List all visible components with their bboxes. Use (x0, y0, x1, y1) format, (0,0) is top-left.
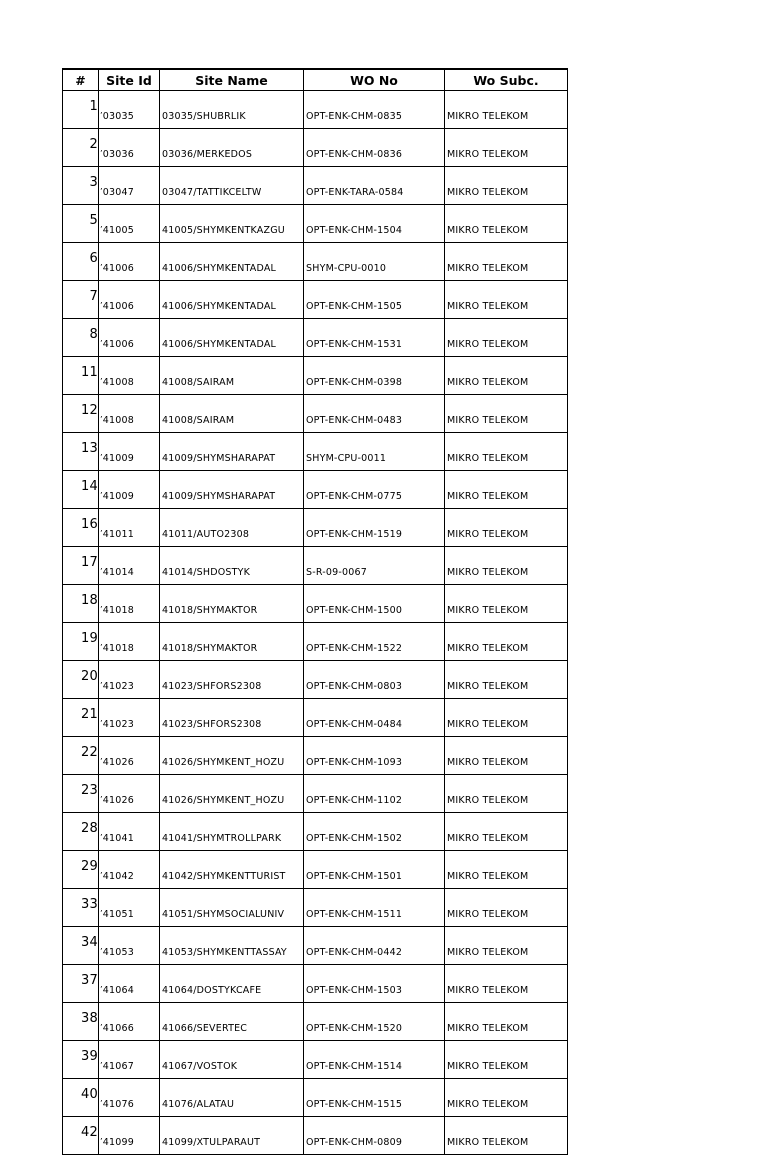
site-id: 41076 (102, 1099, 134, 1110)
table-row (63, 661, 568, 699)
site-id: 41099 (102, 1137, 134, 1148)
row-number: 18 (63, 585, 99, 623)
wo-subc-cell: MIKRO TELEKOM (445, 433, 568, 471)
site-id: 41023 (102, 719, 134, 730)
wo-no-cell: OPT-ENK-CHM-1102 (304, 775, 445, 813)
wo-subc-cell: MIKRO TELEKOM (445, 1041, 568, 1079)
site-id-cell (99, 1117, 160, 1155)
text-prefix-apostrophe: ’ (100, 453, 103, 462)
row-number: 6 (63, 243, 99, 281)
site-id-cell (99, 129, 160, 167)
site-id-cell (99, 281, 160, 319)
row-number: 14 (63, 471, 99, 509)
header-site-name: Site Name (160, 69, 304, 91)
row-number: 22 (63, 737, 99, 775)
site-id-cell (99, 889, 160, 927)
site-id: 41011 (102, 529, 134, 540)
table-row (63, 509, 568, 547)
site-id-cell (99, 319, 160, 357)
wo-subc-cell: MIKRO TELEKOM (445, 1003, 568, 1041)
table-body (63, 91, 568, 1155)
table-row (63, 1041, 568, 1079)
text-prefix-apostrophe: ’ (100, 339, 103, 348)
row-number: 40 (63, 1079, 99, 1117)
wo-subc-cell: MIKRO TELEKOM (445, 319, 568, 357)
table-row (63, 433, 568, 471)
row-number: 8 (63, 319, 99, 357)
site-name-cell: 41023/SHFORS2308 (160, 661, 304, 699)
text-prefix-apostrophe: ’ (100, 529, 103, 538)
site-name-cell: 41023/SHFORS2308 (160, 699, 304, 737)
row-number: 20 (63, 661, 99, 699)
wo-subc-cell: MIKRO TELEKOM (445, 1079, 568, 1117)
row-number: 1 (63, 91, 99, 129)
wo-no-cell: OPT-ENK-CHM-1522 (304, 623, 445, 661)
site-id-cell (99, 775, 160, 813)
text-prefix-apostrophe: ’ (100, 301, 103, 310)
site-name-cell: 41042/SHYMKENTTURIST (160, 851, 304, 889)
text-prefix-apostrophe: ’ (100, 1099, 103, 1108)
site-id-cell (99, 205, 160, 243)
wo-no-cell: OPT-ENK-CHM-0835 (304, 91, 445, 129)
site-table (62, 68, 568, 1155)
header-wo-subc: Wo Subc. (445, 69, 568, 91)
text-prefix-apostrophe: ’ (100, 491, 103, 500)
wo-no-cell: OPT-ENK-CHM-0442 (304, 927, 445, 965)
site-id: 03036 (102, 149, 134, 160)
site-name-cell: 41008/SAIRAM (160, 357, 304, 395)
site-id-cell (99, 1041, 160, 1079)
text-prefix-apostrophe: ’ (100, 149, 103, 158)
site-name-cell: 41018/SHYMAKTOR (160, 585, 304, 623)
wo-no-cell: OPT-ENK-CHM-1519 (304, 509, 445, 547)
header-wo-no: WO No (304, 69, 445, 91)
wo-subc-cell: MIKRO TELEKOM (445, 699, 568, 737)
site-id: 41064 (102, 985, 134, 996)
table-row (63, 585, 568, 623)
site-id-cell (99, 699, 160, 737)
wo-subc-cell: MIKRO TELEKOM (445, 851, 568, 889)
wo-subc-cell: MIKRO TELEKOM (445, 91, 568, 129)
site-name-cell: 41026/SHYMKENT_HOZU (160, 737, 304, 775)
site-id-cell (99, 585, 160, 623)
site-id-cell (99, 509, 160, 547)
header-row (63, 69, 568, 91)
table-row (63, 1079, 568, 1117)
wo-no-cell: OPT-ENK-CHM-1531 (304, 319, 445, 357)
wo-no-cell: OPT-ENK-CHM-0484 (304, 699, 445, 737)
site-id-cell (99, 1003, 160, 1041)
site-id: 41006 (102, 301, 134, 312)
site-name-cell: 41005/SHYMKENTKAZGU (160, 205, 304, 243)
text-prefix-apostrophe: ’ (100, 567, 103, 576)
site-id: 41005 (102, 225, 134, 236)
site-name-cell: 41008/SAIRAM (160, 395, 304, 433)
text-prefix-apostrophe: ’ (100, 111, 103, 120)
text-prefix-apostrophe: ’ (100, 225, 103, 234)
text-prefix-apostrophe: ’ (100, 871, 103, 880)
site-id: 41008 (102, 415, 134, 426)
site-name-cell: 41014/SHDOSTYK (160, 547, 304, 585)
site-name-cell: 41076/ALATAU (160, 1079, 304, 1117)
site-name-cell: 41066/SEVERTEC (160, 1003, 304, 1041)
site-id-cell (99, 813, 160, 851)
site-name-cell: 41064/DOSTYKCAFE (160, 965, 304, 1003)
row-number: 29 (63, 851, 99, 889)
wo-subc-cell: MIKRO TELEKOM (445, 205, 568, 243)
site-id-cell (99, 91, 160, 129)
row-number: 21 (63, 699, 99, 737)
wo-no-cell: OPT-ENK-CHM-1505 (304, 281, 445, 319)
row-number: 19 (63, 623, 99, 661)
text-prefix-apostrophe: ’ (100, 415, 103, 424)
text-prefix-apostrophe: ’ (100, 1137, 103, 1146)
wo-subc-cell: MIKRO TELEKOM (445, 889, 568, 927)
wo-subc-cell: MIKRO TELEKOM (445, 357, 568, 395)
table-row (63, 129, 568, 167)
table-row (63, 1003, 568, 1041)
text-prefix-apostrophe: ’ (100, 643, 103, 652)
wo-no-cell: OPT-ENK-CHM-1504 (304, 205, 445, 243)
table-row (63, 395, 568, 433)
site-name-cell: 03035/SHUBRLIK (160, 91, 304, 129)
text-prefix-apostrophe: ’ (100, 1023, 103, 1032)
row-number: 38 (63, 1003, 99, 1041)
text-prefix-apostrophe: ’ (100, 187, 103, 196)
row-number: 2 (63, 129, 99, 167)
wo-no-cell: OPT-ENK-TARA-0584 (304, 167, 445, 205)
header-site-id: Site Id (99, 69, 160, 91)
table-row (63, 927, 568, 965)
row-number: 11 (63, 357, 99, 395)
table-row (63, 889, 568, 927)
header-number: # (63, 69, 99, 91)
site-name-cell: 41009/SHYMSHARAPAT (160, 433, 304, 471)
site-id: 41053 (102, 947, 134, 958)
wo-no-cell: OPT-ENK-CHM-0483 (304, 395, 445, 433)
table-row (63, 1117, 568, 1155)
site-id: 03035 (102, 111, 134, 122)
text-prefix-apostrophe: ’ (100, 1061, 103, 1070)
wo-subc-cell: MIKRO TELEKOM (445, 737, 568, 775)
site-name-cell: 41099/XTULPARAUT (160, 1117, 304, 1155)
row-number: 28 (63, 813, 99, 851)
site-id: 41026 (102, 795, 134, 806)
wo-no-cell: OPT-ENK-CHM-1520 (304, 1003, 445, 1041)
site-name-cell: 41051/SHYMSOCIALUNIV (160, 889, 304, 927)
text-prefix-apostrophe: ’ (100, 719, 103, 728)
site-id-cell (99, 661, 160, 699)
site-id-cell (99, 243, 160, 281)
site-id: 41067 (102, 1061, 134, 1072)
site-id-cell (99, 737, 160, 775)
row-number: 13 (63, 433, 99, 471)
wo-no-cell: OPT-ENK-CHM-1500 (304, 585, 445, 623)
site-name-cell: 03036/MERKEDOS (160, 129, 304, 167)
wo-no-cell: S-R-09-0067 (304, 547, 445, 585)
wo-no-cell: OPT-ENK-CHM-0803 (304, 661, 445, 699)
table-row (63, 547, 568, 585)
wo-subc-cell: MIKRO TELEKOM (445, 1117, 568, 1155)
wo-no-cell: OPT-ENK-CHM-1501 (304, 851, 445, 889)
wo-subc-cell: MIKRO TELEKOM (445, 623, 568, 661)
wo-no-cell: OPT-ENK-CHM-1511 (304, 889, 445, 927)
wo-subc-cell: MIKRO TELEKOM (445, 585, 568, 623)
site-id: 41006 (102, 339, 134, 350)
wo-no-cell: OPT-ENK-CHM-1502 (304, 813, 445, 851)
site-id-cell (99, 1079, 160, 1117)
table-row (63, 623, 568, 661)
text-prefix-apostrophe: ’ (100, 795, 103, 804)
wo-no-cell: OPT-ENK-CHM-1093 (304, 737, 445, 775)
site-name-cell: 41006/SHYMKENTADAL (160, 243, 304, 281)
site-id-cell (99, 395, 160, 433)
site-id-cell (99, 167, 160, 205)
site-name-cell: 41018/SHYMAKTOR (160, 623, 304, 661)
row-number: 23 (63, 775, 99, 813)
text-prefix-apostrophe: ’ (100, 681, 103, 690)
site-name-cell: 41026/SHYMKENT_HOZU (160, 775, 304, 813)
wo-no-cell: OPT-ENK-CHM-0809 (304, 1117, 445, 1155)
wo-no-cell: OPT-ENK-CHM-0398 (304, 357, 445, 395)
site-name-cell: 03047/TATTIKCELTW (160, 167, 304, 205)
site-id: 41009 (102, 491, 134, 502)
site-name-cell: 41006/SHYMKENTADAL (160, 281, 304, 319)
site-name-cell: 41053/SHYMKENTTASSAY (160, 927, 304, 965)
site-id: 41018 (102, 643, 134, 654)
site-id-cell (99, 357, 160, 395)
wo-no-cell: OPT-ENK-CHM-1515 (304, 1079, 445, 1117)
row-number: 7 (63, 281, 99, 319)
site-name-cell: 41011/AUTO2308 (160, 509, 304, 547)
wo-subc-cell: MIKRO TELEKOM (445, 395, 568, 433)
wo-subc-cell: MIKRO TELEKOM (445, 471, 568, 509)
table-row (63, 775, 568, 813)
row-number: 5 (63, 205, 99, 243)
table-row (63, 851, 568, 889)
table-row (63, 471, 568, 509)
wo-subc-cell: MIKRO TELEKOM (445, 965, 568, 1003)
table-row (63, 319, 568, 357)
wo-subc-cell: MIKRO TELEKOM (445, 813, 568, 851)
table-row (63, 813, 568, 851)
table-row (63, 243, 568, 281)
site-id: 41006 (102, 263, 134, 274)
table-row (63, 91, 568, 129)
site-id: 41018 (102, 605, 134, 616)
row-number: 34 (63, 927, 99, 965)
site-id-cell (99, 471, 160, 509)
wo-subc-cell: MIKRO TELEKOM (445, 281, 568, 319)
table-row (63, 965, 568, 1003)
site-name-cell: 41009/SHYMSHARAPAT (160, 471, 304, 509)
site-name-cell: 41041/SHYMTROLLPARK (160, 813, 304, 851)
table-row (63, 357, 568, 395)
wo-no-cell: OPT-ENK-CHM-1514 (304, 1041, 445, 1079)
text-prefix-apostrophe: ’ (100, 985, 103, 994)
site-id-cell (99, 547, 160, 585)
table-row (63, 737, 568, 775)
text-prefix-apostrophe: ’ (100, 263, 103, 272)
site-id: 41014 (102, 567, 134, 578)
site-id-cell (99, 433, 160, 471)
row-number: 16 (63, 509, 99, 547)
table-row (63, 699, 568, 737)
site-id: 41051 (102, 909, 134, 920)
wo-subc-cell: MIKRO TELEKOM (445, 661, 568, 699)
site-id-cell (99, 965, 160, 1003)
text-prefix-apostrophe: ’ (100, 377, 103, 386)
wo-no-cell: OPT-ENK-CHM-0836 (304, 129, 445, 167)
wo-subc-cell: MIKRO TELEKOM (445, 775, 568, 813)
site-id-cell (99, 623, 160, 661)
site-id: 41009 (102, 453, 134, 464)
site-id-cell (99, 851, 160, 889)
text-prefix-apostrophe: ’ (100, 757, 103, 766)
text-prefix-apostrophe: ’ (100, 947, 103, 956)
wo-subc-cell: MIKRO TELEKOM (445, 547, 568, 585)
row-number: 12 (63, 395, 99, 433)
wo-subc-cell: MIKRO TELEKOM (445, 509, 568, 547)
site-id-cell (99, 927, 160, 965)
wo-no-cell: OPT-ENK-CHM-1503 (304, 965, 445, 1003)
wo-subc-cell: MIKRO TELEKOM (445, 167, 568, 205)
site-id: 41023 (102, 681, 134, 692)
site-id: 41008 (102, 377, 134, 388)
wo-no-cell: OPT-ENK-CHM-0775 (304, 471, 445, 509)
row-number: 17 (63, 547, 99, 585)
row-number: 37 (63, 965, 99, 1003)
site-id: 41026 (102, 757, 134, 768)
wo-subc-cell: MIKRO TELEKOM (445, 129, 568, 167)
wo-no-cell: SHYM-CPU-0010 (304, 243, 445, 281)
site-id: 41041 (102, 833, 134, 844)
wo-no-cell: SHYM-CPU-0011 (304, 433, 445, 471)
row-number: 33 (63, 889, 99, 927)
text-prefix-apostrophe: ’ (100, 605, 103, 614)
table-row (63, 167, 568, 205)
site-id: 03047 (102, 187, 134, 198)
site-name-cell: 41067/VOSTOK (160, 1041, 304, 1079)
table-row (63, 205, 568, 243)
site-id: 41066 (102, 1023, 134, 1034)
table-row (63, 281, 568, 319)
site-name-cell: 41006/SHYMKENTADAL (160, 319, 304, 357)
wo-subc-cell: MIKRO TELEKOM (445, 927, 568, 965)
wo-subc-cell: MIKRO TELEKOM (445, 243, 568, 281)
site-id: 41042 (102, 871, 134, 882)
text-prefix-apostrophe: ’ (100, 833, 103, 842)
row-number: 3 (63, 167, 99, 205)
text-prefix-apostrophe: ’ (100, 909, 103, 918)
row-number: 42 (63, 1117, 99, 1155)
row-number: 39 (63, 1041, 99, 1079)
